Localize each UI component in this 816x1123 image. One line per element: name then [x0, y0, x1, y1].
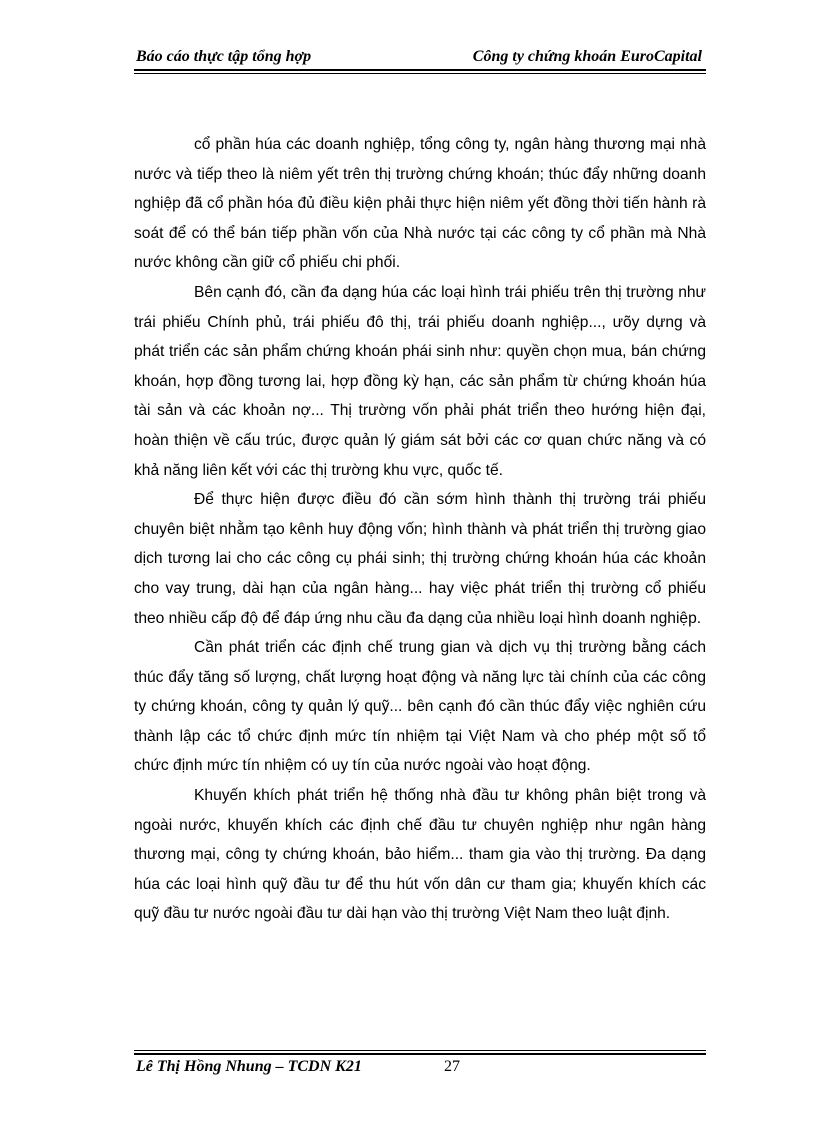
page-number: 27	[444, 1058, 460, 1075]
paragraph-2: Bên cạnh đó, cần đa dạng húa các loại hình trái phiếu trên thị trường như trái phiếu Chính phủ, trái phiếu đô thị, trái phiếu doanh nghiệp..., ưõy dựng và phát triển các sản phẩm chứng khoán phái sinh như: quyền chọn mua, bán chứng khoán, hợp đồng tương lai, hợp đồng kỳ hạn, các sản phẩm từ chứng khoán húa tài sản và các khoản nợ... Thị trường vốn phải phát triển theo hướng hiện đại, hoàn thiện về cấu trúc, được quản lý giám sát bởi các cơ quan chức năng và có khả năng liên kết với các thị trường khu vực, quốc tế.	[134, 283, 706, 479]
footer-author: Lê Thị Hồng Nhung – TCDN K21	[136, 1058, 362, 1075]
footer-rule-thick	[134, 1053, 706, 1055]
header-company-name: Công ty chứng khoán EuroCapital	[472, 48, 702, 65]
page-footer	[134, 1058, 706, 1082]
paragraph-1: cổ phần húa các doanh nghiệp, tổng công ty, ngân hàng thương mại nhà nước và tiếp theo là niêm yết trên thị trường chứng khoán; thúc đẩy những doanh nghiệp đã cổ phần hóa đủ điều kiện phải thực hiện niêm yết đồng thời tiến hành rà soát để có thể bán tiếp phần vốn của Nhà nước tại các công ty cổ phần mà Nhà nước không cần giữ cổ phiếu chi phối.	[134, 136, 706, 272]
footer-rule-thin	[134, 1050, 706, 1051]
paragraph-5: Khuyến khích phát triển hệ thống nhà đầu tư không phân biệt trong và ngoài nước, khuyến khích các định chế đầu tư chuyên nghiệp như ngân hàng thương mại, công ty chứng khoán, bảo hiểm... tham gia vào thị trường. Đa dạng húa các loại hình quỹ đầu tư để thu hút vốn dân cư tham gia; khuyến khích các quỹ đầu tư nước ngoài đầu tư dài hạn vào thị trường Việt Nam theo luật định.	[134, 787, 706, 923]
paragraph-3: Để thực hiện được điều đó cần sớm hình thành thị trường trái phiếu chuyên biệt nhằm tạo kênh huy động vốn; hình thành và phát triển thị trường giao dịch tương lai cho các công cụ phái sinh; thị trường chứng khoán húa các khoản cho vay trung, dài hạn của ngân hàng... hay việc phát triển thị trường cổ phiếu theo nhiều cấp độ để đáp ứng nhu cầu đa dạng của nhiều loại hình doanh nghiệp.	[134, 491, 706, 627]
page-header	[134, 46, 706, 70]
header-rule-thin	[134, 73, 706, 74]
paragraph-4: Cần phát triển các định chế trung gian và dịch vụ thị trường bằng cách thúc đẩy tăng số lượng, chất lượng hoạt động và năng lực tài chính của các công ty chứng khoán, công ty quản lý quỹ... bên cạnh đó cần thúc đẩy việc nghiên cứu thành lập các tổ chức định mức tín nhiệm tại Việt Nam và cho phép một số tổ chức định mức tín nhiệm có uy tín của nước ngoài vào hoạt động.	[134, 639, 706, 775]
body-text	[134, 130, 706, 929]
header-rule-thick	[134, 69, 706, 71]
header-report-title: Báo cáo thực tập tổng hợp	[136, 48, 312, 65]
